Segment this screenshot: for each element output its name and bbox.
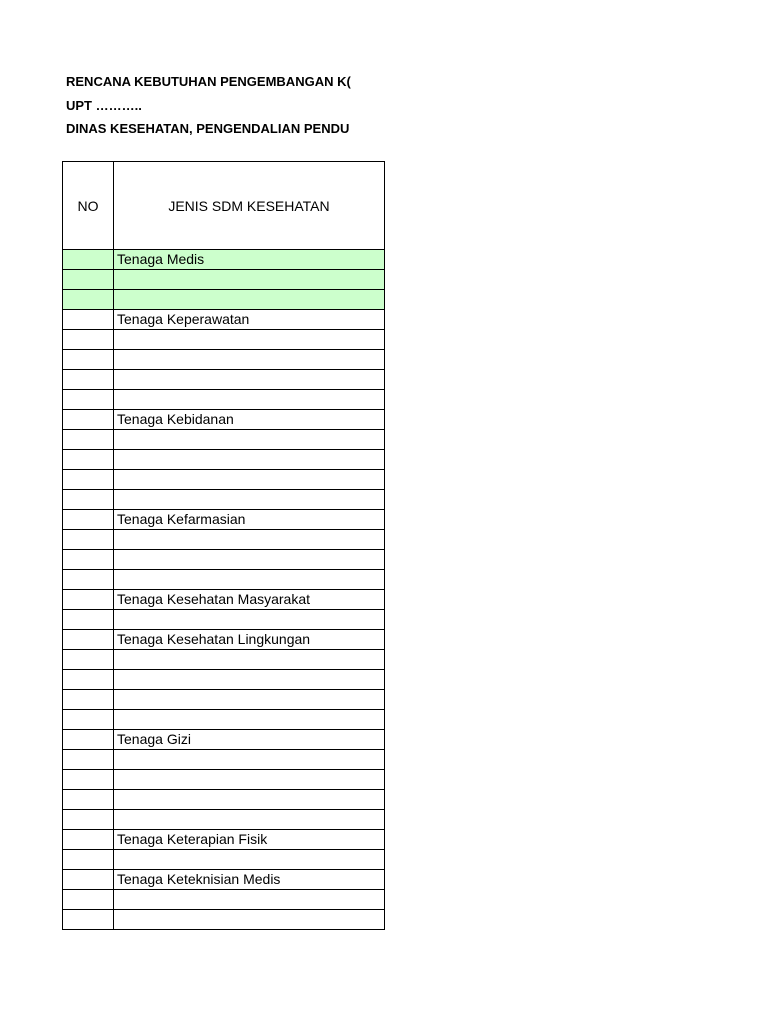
cell-no[interactable] — [63, 790, 114, 810]
cell-no[interactable] — [63, 610, 114, 630]
cell-no[interactable] — [63, 350, 114, 370]
table-row[interactable] — [63, 550, 385, 570]
cell-jenis[interactable]: Tenaga Kesehatan Masyarakat — [114, 590, 385, 610]
cell-jenis[interactable] — [114, 390, 385, 410]
cell-no[interactable] — [63, 470, 114, 490]
table-row[interactable] — [63, 850, 385, 870]
cell-no[interactable] — [63, 330, 114, 350]
agency-line: DINAS KESEHATAN, PENGENDALIAN PENDU — [66, 121, 350, 136]
table-row[interactable] — [63, 370, 385, 390]
cell-no[interactable] — [63, 730, 114, 750]
cell-jenis[interactable] — [114, 650, 385, 670]
cell-no[interactable] — [63, 250, 114, 270]
table-row[interactable] — [63, 870, 385, 890]
cell-jenis[interactable] — [114, 690, 385, 710]
table-row[interactable] — [63, 410, 385, 430]
column-header-no: NO — [63, 162, 114, 250]
table-row[interactable] — [63, 830, 385, 850]
cell-no[interactable] — [63, 870, 114, 890]
table-row[interactable] — [63, 470, 385, 490]
table-row[interactable] — [63, 270, 385, 290]
table-row[interactable] — [63, 890, 385, 910]
table-row[interactable] — [63, 450, 385, 470]
cell-jenis[interactable] — [114, 810, 385, 830]
table-row[interactable] — [63, 790, 385, 810]
cell-jenis[interactable] — [114, 550, 385, 570]
cell-jenis[interactable] — [114, 790, 385, 810]
cell-jenis[interactable]: Tenaga Gizi — [114, 730, 385, 750]
cell-jenis[interactable] — [114, 570, 385, 590]
cell-jenis[interactable] — [114, 370, 385, 390]
cell-no[interactable] — [63, 510, 114, 530]
table-row[interactable] — [63, 690, 385, 710]
table-row[interactable] — [63, 590, 385, 610]
table-row[interactable] — [63, 670, 385, 690]
table-row[interactable] — [63, 390, 385, 410]
table-row[interactable] — [63, 250, 385, 270]
cell-no[interactable] — [63, 710, 114, 730]
table-row[interactable] — [63, 650, 385, 670]
cell-jenis[interactable]: Tenaga Keterapian Fisik — [114, 830, 385, 850]
cell-jenis[interactable]: Tenaga Keperawatan — [114, 310, 385, 330]
cell-jenis[interactable]: Tenaga Kesehatan Lingkungan — [114, 630, 385, 650]
table-row[interactable] — [63, 730, 385, 750]
cell-no[interactable] — [63, 890, 114, 910]
cell-no[interactable] — [63, 670, 114, 690]
cell-no[interactable] — [63, 910, 114, 930]
sdm-table — [62, 161, 385, 930]
cell-no[interactable] — [63, 410, 114, 430]
cell-jenis[interactable] — [114, 490, 385, 510]
cell-jenis[interactable] — [114, 670, 385, 690]
cell-jenis[interactable] — [114, 710, 385, 730]
cell-no[interactable] — [63, 450, 114, 470]
cell-no[interactable] — [63, 270, 114, 290]
cell-no[interactable] — [63, 690, 114, 710]
table-row[interactable] — [63, 330, 385, 350]
table-row[interactable] — [63, 350, 385, 370]
cell-jenis[interactable] — [114, 430, 385, 450]
cell-no[interactable] — [63, 390, 114, 410]
cell-no[interactable] — [63, 530, 114, 550]
cell-jenis[interactable] — [114, 470, 385, 490]
table-row[interactable] — [63, 530, 385, 550]
table-row[interactable] — [63, 810, 385, 830]
cell-jenis[interactable]: Tenaga Keteknisian Medis — [114, 870, 385, 890]
cell-no[interactable] — [63, 570, 114, 590]
cell-no[interactable] — [63, 430, 114, 450]
upt-line: UPT ……….. — [66, 98, 142, 113]
cell-jenis[interactable] — [114, 910, 385, 930]
table-row[interactable] — [63, 430, 385, 450]
table-row[interactable] — [63, 710, 385, 730]
cell-no[interactable] — [63, 490, 114, 510]
table-row[interactable] — [63, 490, 385, 510]
cell-jenis[interactable] — [114, 890, 385, 910]
cell-jenis[interactable] — [114, 770, 385, 790]
cell-no[interactable] — [63, 830, 114, 850]
cell-jenis[interactable]: Tenaga Kefarmasian — [114, 510, 385, 530]
table-row[interactable] — [63, 610, 385, 630]
cell-jenis[interactable] — [114, 270, 385, 290]
document-title: RENCANA KEBUTUHAN PENGEMBANGAN K( — [66, 74, 351, 89]
table-row[interactable] — [63, 290, 385, 310]
cell-jenis[interactable] — [114, 750, 385, 770]
cell-no[interactable] — [63, 310, 114, 330]
cell-jenis[interactable] — [114, 530, 385, 550]
cell-no[interactable] — [63, 290, 114, 310]
table-row[interactable] — [63, 510, 385, 530]
table-header-row — [63, 162, 385, 250]
cell-jenis[interactable] — [114, 450, 385, 470]
cell-jenis[interactable]: Tenaga Medis — [114, 250, 385, 270]
cell-no[interactable] — [63, 630, 114, 650]
cell-jenis[interactable] — [114, 330, 385, 350]
cell-jenis[interactable] — [114, 850, 385, 870]
table-row[interactable] — [63, 910, 385, 930]
table-row[interactable] — [63, 770, 385, 790]
table-row[interactable] — [63, 750, 385, 770]
cell-jenis[interactable] — [114, 350, 385, 370]
column-header-jenis: JENIS SDM KESEHATAN — [114, 162, 385, 250]
table-row[interactable] — [63, 570, 385, 590]
table-row[interactable] — [63, 630, 385, 650]
cell-no[interactable] — [63, 850, 114, 870]
table-row[interactable] — [63, 310, 385, 330]
cell-no[interactable] — [63, 810, 114, 830]
cell-no[interactable] — [63, 590, 114, 610]
cell-jenis[interactable] — [114, 610, 385, 630]
cell-jenis[interactable]: Tenaga Kebidanan — [114, 410, 385, 430]
cell-jenis[interactable] — [114, 290, 385, 310]
cell-no[interactable] — [63, 770, 114, 790]
cell-no[interactable] — [63, 750, 114, 770]
cell-no[interactable] — [63, 550, 114, 570]
cell-no[interactable] — [63, 650, 114, 670]
cell-no[interactable] — [63, 370, 114, 390]
